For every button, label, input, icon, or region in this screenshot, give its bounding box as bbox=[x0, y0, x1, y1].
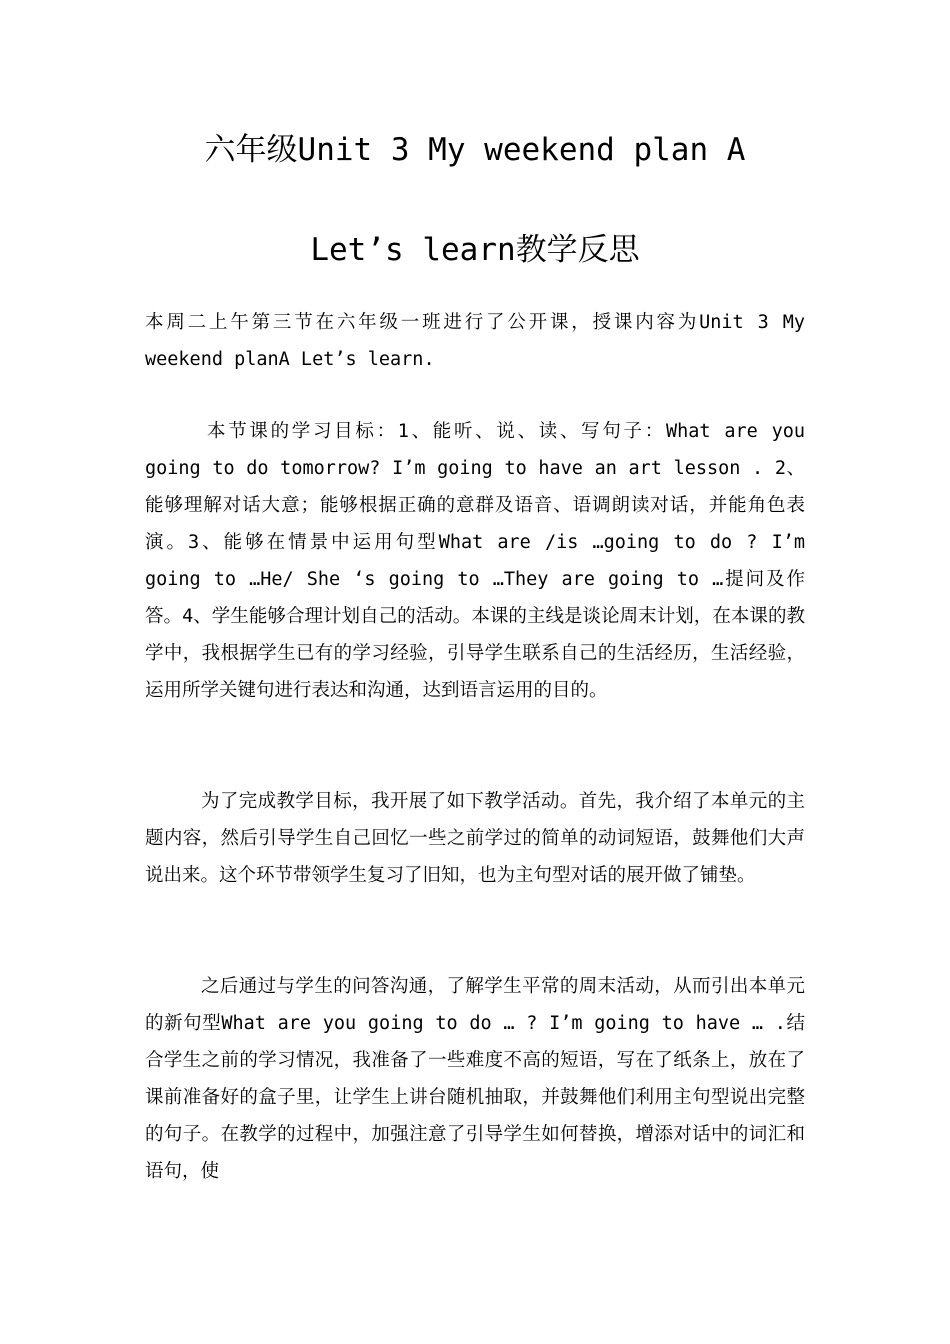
paragraph-new-sentences: 之后通过与学生的问答沟通，了解学生平常的周末活动，从而引出本单元的新句型What are you going to do … ? I’m going to have … .结合学生之前的学习情况，我准备了一些难度不高的短语，写在了纸条上，放在了课前准备好的盒子里，让学生上讲台随机抽取，并鼓舞他们利用主句型说出完整的句子。在教学的过程中，加强注意了引导学生如何替换，增添对话中的词汇和语句，使 bbox=[145, 976, 805, 1182]
document-title-line-1: 六年级Unit 3 My weekend plan A bbox=[204, 132, 746, 168]
paragraph-intro: 本周二上午第三节在六年级一班进行了公开课，授课内容为Unit 3 My weekend planA Let’s learn. bbox=[145, 312, 805, 370]
document-title-line-2: Let’s learn教学反思 bbox=[310, 232, 640, 268]
paragraph-objectives: 本节课的学习目标：1、能听、说、读、写句子：What are you going to do tomorrow? I’m going to have an art lesson . 2、能够理解对话大意；能够根据正确的意群及语音、语调朗读对话，并能角色表演。3、能够在情景中运用句型What are /is …going to do ? I’m going to …He/ She ‘s going to …They are going to …提问及作答。4、学生能够合理计划自己的活动。本课的主线是谈论周末计划，在本课的教学中，我根据学生已有的学习经验，引导学生联系自己的生活经历，生活经验，运用所学关键句进行表达和沟通，达到语言运用的目的。 bbox=[145, 421, 805, 701]
paragraph-activities: 为了完成教学目标，我开展了如下教学活动。首先，我介绍了本单元的主题内容，然后引导学生自己回忆一些之前学过的简单的动词短语，鼓舞他们大声说出来。这个环节带领学生复习了旧知，也为主句型对话的展开做了铺垫。 bbox=[145, 791, 805, 886]
